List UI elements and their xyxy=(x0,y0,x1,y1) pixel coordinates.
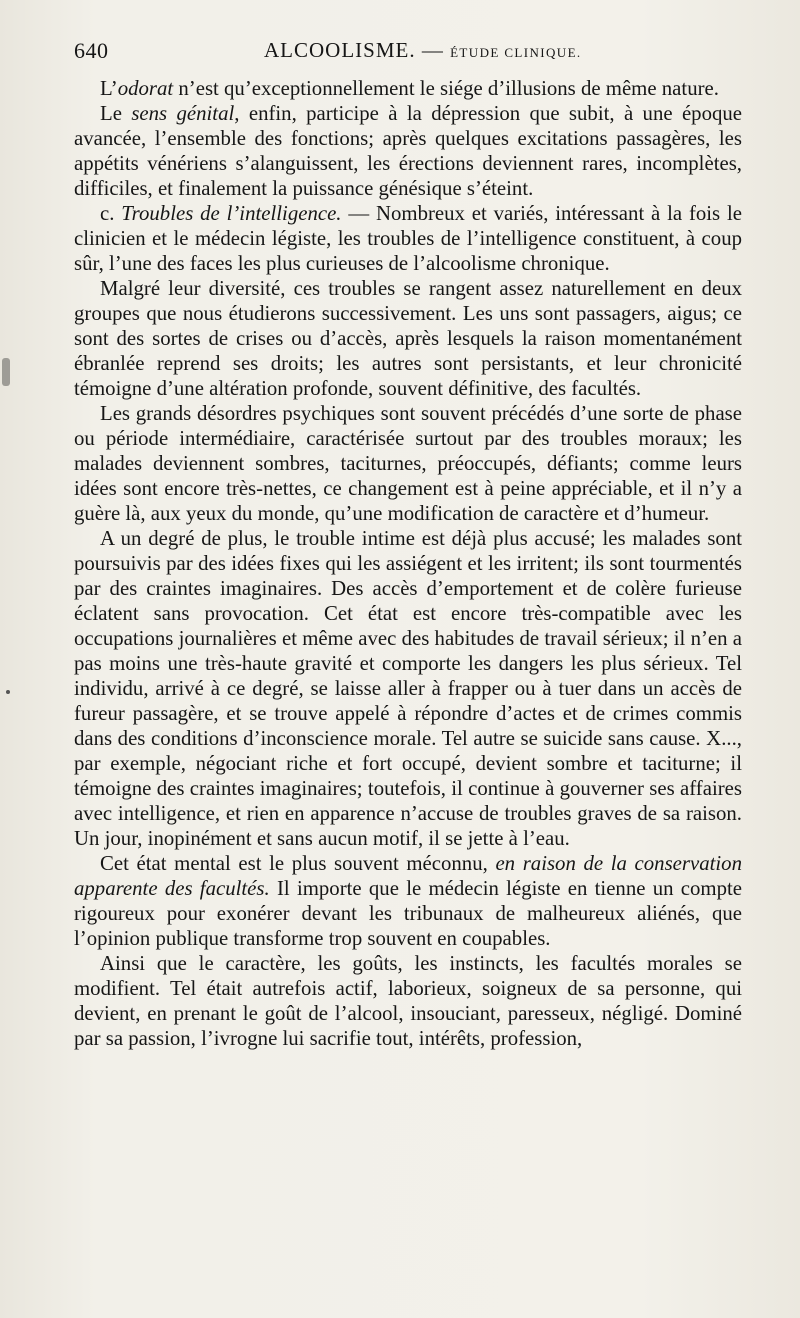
running-title-dash: — xyxy=(415,38,451,62)
paragraph-sens-genital: Le sens génital, enfin, participe à la dépression que subit, à une époque avancée, l’ensemble des fonctions; après quelques excitations passagères, les appétits vénériens s’alanguissent, les érections deviennent rares, incomplètes, difficiles, et finalement la puissance génésique s’éteint. xyxy=(74,102,742,200)
paragraph-etat-mental: Cet état mental est le plus souvent méconnu, en raison de la conservation apparente des facultés. Il importe que le médecin légiste en tienne un compte rigoureux pour exonérer devant les tribunaux de malheureux aliénés, que l’opinion publique transforme trop souvent en coupables. xyxy=(74,852,742,950)
running-title-sub: ÉTUDE CLINIQUE. xyxy=(450,45,582,60)
paragraph-odorat: L’odorat n’est qu’exceptionnellement le siége d’illusions de même nature. xyxy=(100,77,719,100)
paragraph-degre-de-plus: A un degré de plus, le trouble intime est déjà plus accusé; les malades sont poursuivis par des idées fixes qui les assiégent et les irritent; ils sont tourmentés par des craintes imaginaires. Des accès d’emportement et de colère furieuse éclatent sans provocation. Cet état est encore très-compatible avec les occupations journalières et même avec des habitudes de travail sérieux; il n’en a pas moins une très-haute gravité et comporte les dangers les plus sérieux. Tel individu, arrivé à ce degré, se laisse aller à frapper ou à tuer dans un accès de fureur passagère, et se trouve appelé à répondre d’actes et de crimes commis dans des conditions d’inconscience morale. Tel autre se suicide sans cause. X..., par exemple, négociant riche et fort occupé, devient sombre et taciturne; il témoigne des craintes imaginaires; toutefois, il continue à gouverner ses affaires avec intelligence, et rien en apparence n’accuse de troubles graves de sa raison. Un jour, inopinément et sans aucun motif, il se jette à l’eau. xyxy=(74,527,742,850)
body-text xyxy=(74,76,742,1051)
section-heading-troubles-intelligence: Troubles de l’intelligence. xyxy=(121,202,342,225)
term-odorat: odorat xyxy=(117,77,174,100)
margin-smudge xyxy=(2,358,10,386)
running-head xyxy=(74,38,750,68)
term-conservation-apparente: en raison de la conservation apparente des facultés. xyxy=(74,852,742,900)
paragraph-troubles-intelligence: c. Troubles de l’intelligence. — Nombreux et variés, intéressant à la fois le clinicien et le médecin légiste, les troubles de l’intelligence constituent, à coup sûr, l’une des faces les plus curieuses de l’alcoolisme chronique. xyxy=(74,202,742,275)
running-title-main: ALCOOLISME. xyxy=(264,38,416,62)
running-title xyxy=(264,38,582,63)
page-number: 640 xyxy=(74,38,109,63)
paragraph-desordres-psychiques: Les grands désordres psychiques sont souvent précédés d’une sorte de phase ou période intermédiaire, caractérisée surtout par des troubles moraux; les malades deviennent sombres, taciturnes, préoccupés, défiants; comme leurs idées sont encore très-nettes, ce changement est à peine appréciable, et il n’y a guère là, aux yeux du monde, qu’une modification de caractère et d’humeur. xyxy=(74,402,742,525)
term-sens-genital: sens génital xyxy=(131,102,235,125)
margin-dot xyxy=(6,690,10,694)
paragraph-caractere-gouts: Ainsi que le caractère, les goûts, les instincts, les facultés morales se modifient. Tel était autrefois actif, laborieux, soigneux de sa personne, qui devient, en prenant le goût de l’alcool, insouciant, paresseux, négligé. Dominé par sa passion, l’ivrogne lui sacrifie tout, intérêts, profession, xyxy=(74,952,742,1050)
paragraph-diversite: Malgré leur diversité, ces troubles se rangent assez naturellement en deux groupes que nous étudierons successivement. Les uns sont passagers, aigus; ce sont des sortes de crises ou d’accès, après lesquels la raison momentanément ébranlée reprend ses droits; les autres sont persistants, et leur chronicité témoigne d’une altération profonde, souvent définitive, des facultés. xyxy=(74,277,742,400)
